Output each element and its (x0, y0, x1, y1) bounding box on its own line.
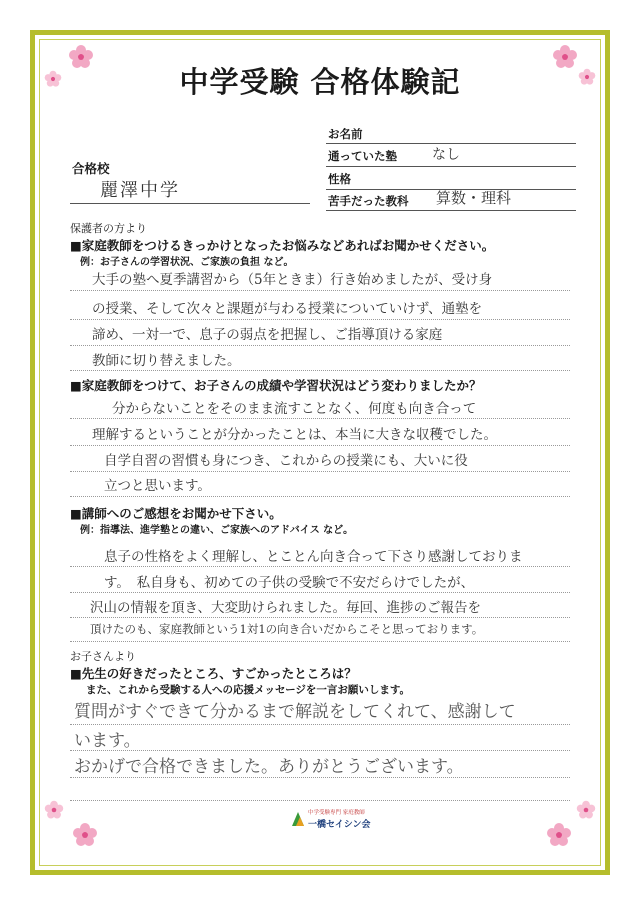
school-label: 合格校 (72, 161, 110, 176)
logo-tagline: 中学受験専門 家庭教師 (308, 810, 365, 816)
juku-underline (326, 166, 576, 167)
answer-3-line: 息子の性格をよく理解し、とことん向き合って下さり感謝しておりま (104, 549, 523, 565)
ruled-line (70, 418, 570, 419)
answer-3-line: す。 私自身も、初めての子供の受験で不安だらけでしたが、 (104, 575, 475, 591)
child-heading: お子さんより (70, 650, 136, 663)
child-question-subtitle: また、これから受験する人への応援メッセージを一言お願いします。 (86, 684, 411, 696)
answer-3-line: 頂けたのも、家庭教師という1対1の向き合いだからこそと思っております。 (90, 622, 484, 636)
school-value: 麗澤中学 (100, 180, 180, 201)
sakura-flower-icon (576, 800, 596, 820)
question-1-title: ■家庭教師をつけるきっかけとなったお悩みなどあればお聞かせください。 (70, 238, 495, 253)
ruled-line (70, 617, 570, 618)
answer-1-line: 教師に切り替えました。 (92, 353, 241, 369)
ruled-line (70, 319, 570, 320)
ruled-line (70, 471, 570, 472)
child-answer-line: います。 (74, 731, 141, 751)
sakura-flower-icon (546, 822, 572, 848)
ruled-line (70, 641, 570, 642)
answer-1-line: 大手の塾へ夏季講習から（5年ときま）行き始めましたが、受け身 (92, 272, 493, 288)
ruled-line (70, 370, 570, 371)
sakura-flower-icon (72, 822, 98, 848)
question-2-title: ■家庭教師をつけて、お子さんの成績や学習状況はどう変わりましたか？ (70, 378, 482, 393)
personality-label: 性格 (328, 172, 351, 186)
answer-1-line: 諦め、一対一で、息子の弱点を把握し、ご指導頂ける家庭 (92, 327, 443, 343)
child-question-title: ■先生の好きだったところ、すごかったところは？ (70, 666, 357, 681)
ruled-line (70, 290, 570, 291)
ruled-line (70, 750, 570, 751)
weak-subject-underline (326, 210, 576, 211)
answer-3-line: 沢山の情報を頂き、大変助けられました。毎回、進捗のご報告を (90, 600, 481, 616)
juku-value: なし (432, 147, 460, 163)
ruled-line (70, 800, 570, 801)
page-title: 中学受験 合格体験記 (179, 65, 461, 99)
weak-subject-value: 算数・理科 (436, 189, 512, 207)
answer-2-line: 理解するということが分かったことは、本当に大きな収穫でした。 (92, 427, 497, 443)
answer-2-line: 立つと思います。 (104, 478, 211, 494)
sakura-flower-icon (44, 800, 64, 820)
ruled-line (70, 592, 570, 593)
juku-label: 通っていた塾 (328, 149, 397, 163)
ruled-line (70, 496, 570, 497)
answer-1-line: の授業、そして次々と課題が与わる授業についていけず、通塾を (92, 301, 483, 317)
ruled-line (70, 724, 570, 725)
logo-name: 一橋セイシン会 (308, 820, 371, 830)
name-label: お名前 (328, 127, 363, 141)
question-1-example: 例：お子さんの学習状況、ご家族の負担 など。 (80, 257, 294, 268)
ruled-line (70, 445, 570, 446)
answer-2-line: 自学自習の習慣も身につき、これからの授業にも、大いに役 (104, 453, 468, 469)
question-3-example: 例：指導法、進学塾との違い、ご家族へのアドバイス など。 (80, 525, 354, 536)
child-answer-line: おかげで合格できました。ありがとうございます。 (74, 757, 464, 777)
school-underline (70, 203, 310, 204)
logo-mark-icon (290, 808, 306, 828)
ruled-line (70, 566, 570, 567)
question-3-title: ■講師へのご感想をお聞かせ下さい。 (70, 506, 282, 521)
company-logo (290, 806, 380, 832)
ruled-line (70, 345, 570, 346)
child-answer-line: 質問がすぐできて分かるまで解説をしてくれて、感謝して (74, 702, 516, 722)
ruled-line (70, 777, 570, 778)
weak-subject-label: 苦手だった教科 (328, 194, 409, 208)
guardian-heading: 保護者の方より (70, 222, 147, 235)
answer-2-line: 分からないことをそのまま流すことなく、何度も向き合って (112, 401, 477, 417)
